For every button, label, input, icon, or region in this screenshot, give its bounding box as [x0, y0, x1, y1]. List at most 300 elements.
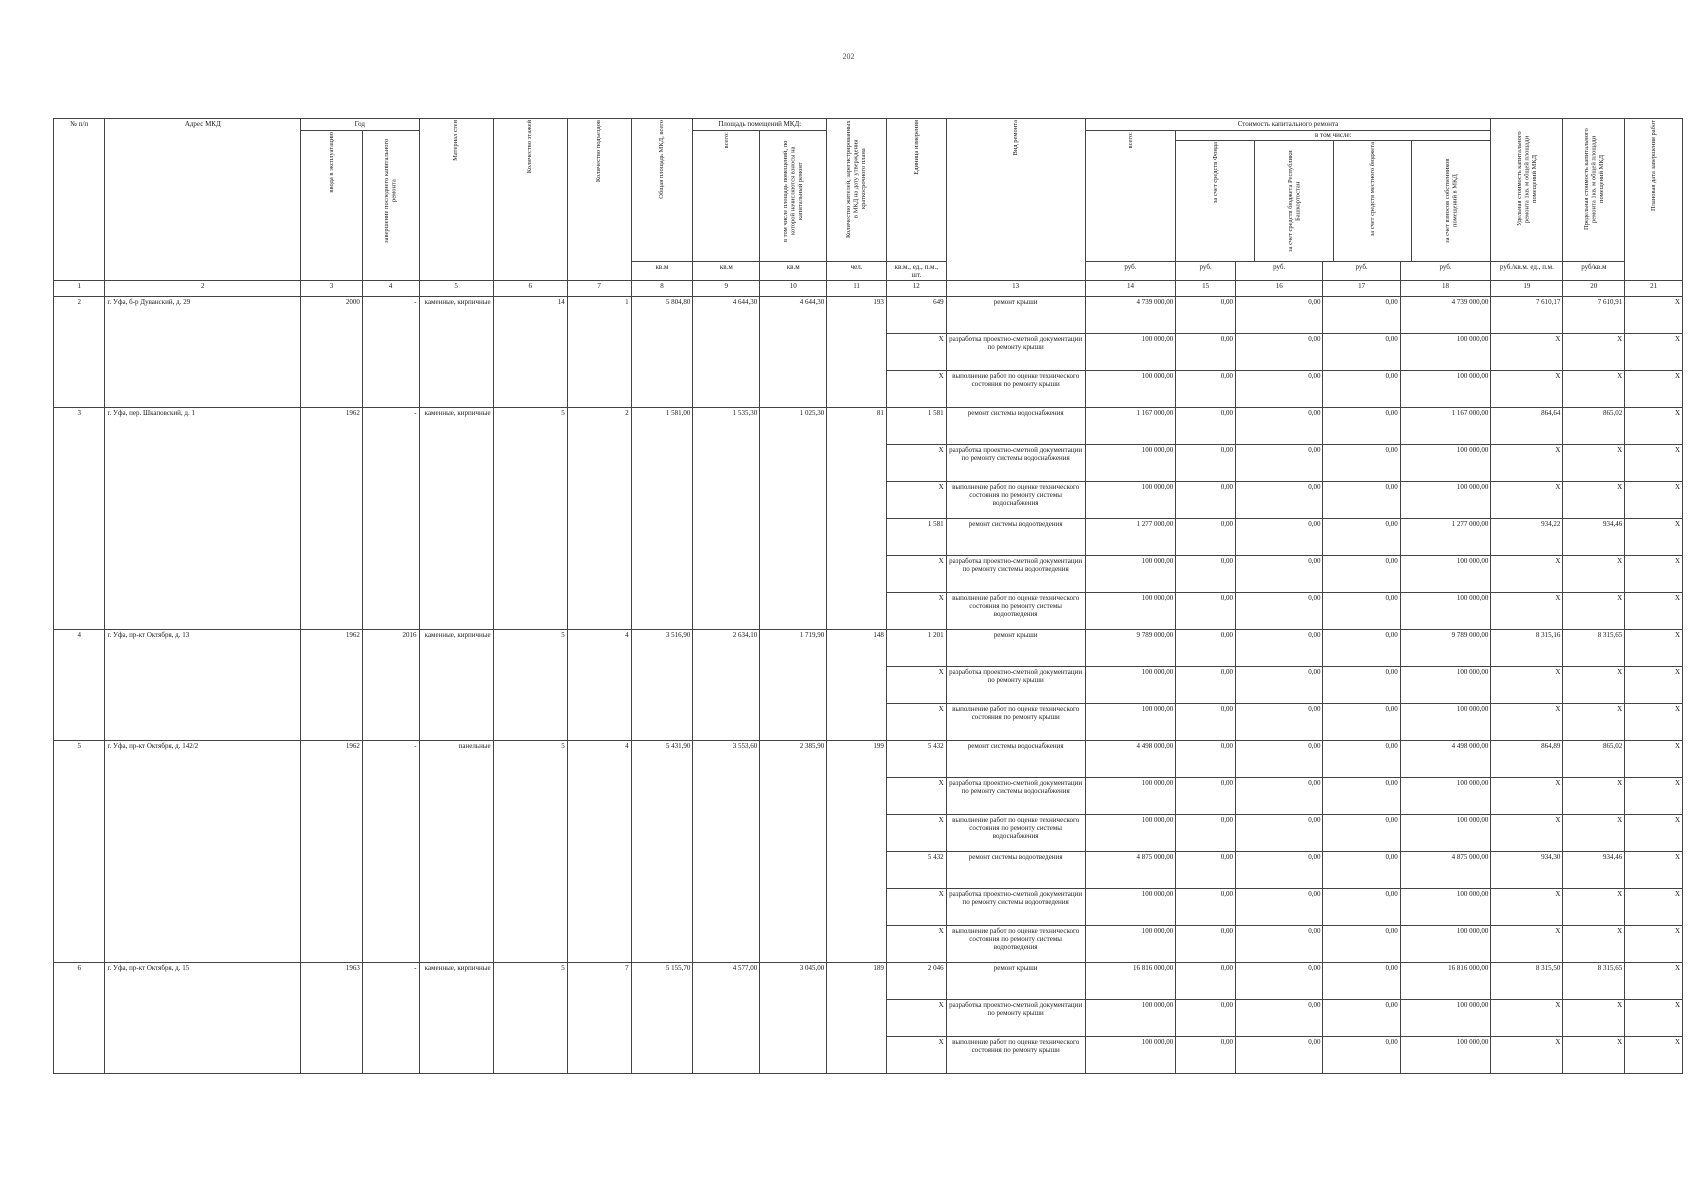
- premises-total: 4 644,30: [693, 297, 760, 408]
- floors-count: 5: [493, 408, 567, 630]
- col-number: 20: [1563, 281, 1625, 297]
- cost-owners: 100 000,00: [1400, 334, 1491, 371]
- header-planned-date: Плановая дата завершения работ: [1649, 120, 1657, 212]
- col-number: 1: [54, 281, 105, 297]
- specific-cost: X: [1491, 556, 1563, 593]
- cost-total: 1 277 000,00: [1085, 519, 1176, 556]
- wall-material: каменные, кирпичные: [419, 963, 493, 1074]
- cost-total: 100 000,00: [1085, 593, 1176, 630]
- max-cost: X: [1563, 1037, 1625, 1074]
- premises-total: 3 553,60: [693, 741, 760, 963]
- cost-republic: 0,00: [1235, 704, 1323, 741]
- header-year-last-repair: завершение последнего капитального ремонта: [383, 138, 398, 244]
- work-unit: 1 581: [886, 408, 946, 445]
- cost-republic: 0,00: [1235, 556, 1323, 593]
- header-entrances: Количество подъездов: [595, 120, 603, 183]
- cost-total: 100 000,00: [1085, 1037, 1176, 1074]
- header-address: Адрес МКД: [105, 119, 301, 281]
- col-number: 4: [362, 281, 419, 297]
- cost-republic: 0,00: [1235, 1000, 1323, 1037]
- repair-plan-table: [53, 118, 1683, 1074]
- col-number: 11: [827, 281, 887, 297]
- table-row: [54, 741, 1683, 778]
- cost-local: 0,00: [1323, 445, 1400, 482]
- cost-republic: 0,00: [1235, 482, 1323, 519]
- max-cost: X: [1563, 1000, 1625, 1037]
- cost-total: 4 739 000,00: [1085, 297, 1176, 334]
- cost-republic: 0,00: [1235, 630, 1323, 667]
- col-number: 21: [1625, 281, 1683, 297]
- floors-count: 14: [493, 297, 567, 408]
- entrances-count: 7: [567, 963, 631, 1074]
- house-address: г. Уфа, пер. Шкаповский, д. 1: [105, 408, 301, 630]
- cost-total: 100 000,00: [1085, 556, 1176, 593]
- cost-republic: 0,00: [1235, 889, 1323, 926]
- max-cost: X: [1563, 815, 1625, 852]
- col-number: 10: [760, 281, 827, 297]
- cost-owners: 100 000,00: [1400, 593, 1491, 630]
- cost-total: 100 000,00: [1085, 371, 1176, 408]
- wall-material: каменные, кирпичные: [419, 408, 493, 630]
- work-type: ремонт системы водоснабжения: [946, 408, 1085, 445]
- col-number: 7: [567, 281, 631, 297]
- house-number: 5: [54, 741, 105, 963]
- planned-date: X: [1625, 667, 1683, 704]
- work-unit: X: [886, 704, 946, 741]
- col-number: 17: [1323, 281, 1400, 297]
- planned-date: X: [1625, 1037, 1683, 1074]
- cost-local: 0,00: [1323, 926, 1400, 963]
- cost-local: 0,00: [1323, 815, 1400, 852]
- cost-total: 4 498 000,00: [1085, 741, 1176, 778]
- cost-owners: 100 000,00: [1400, 1000, 1491, 1037]
- header-specific-cost: Удельная стоимость капитального ремонта 1кв. м общей площади помещений МКД: [1515, 131, 1538, 227]
- max-cost: 7 610,91: [1563, 297, 1625, 334]
- cost-owners: 4 498 000,00: [1400, 741, 1491, 778]
- repair-plan-table-wrapper: [53, 118, 1683, 1074]
- work-unit: X: [886, 334, 946, 371]
- cost-owners: 100 000,00: [1400, 926, 1491, 963]
- work-type: ремонт крыши: [946, 630, 1085, 667]
- cost-total: 100 000,00: [1085, 926, 1176, 963]
- cost-fund: 0,00: [1176, 297, 1236, 334]
- unit-cell: руб.: [1400, 262, 1491, 281]
- col-number: 18: [1400, 281, 1491, 297]
- cost-fund: 0,00: [1176, 482, 1236, 519]
- cost-total: 100 000,00: [1085, 334, 1176, 371]
- premises-total: 2 634,10: [693, 630, 760, 741]
- premises-residential: 1 025,30: [760, 408, 827, 630]
- header-including: в том числе:: [1176, 131, 1490, 141]
- max-cost: X: [1563, 556, 1625, 593]
- unit-cell: кв.м: [760, 262, 827, 281]
- cost-total: 9 789 000,00: [1085, 630, 1176, 667]
- col-number: 16: [1235, 281, 1323, 297]
- unit-cell: чел.: [827, 262, 887, 281]
- specific-cost: X: [1491, 334, 1563, 371]
- cost-owners: 100 000,00: [1400, 667, 1491, 704]
- work-type: разработка проектно-сметной документации по ремонту системы водоснабжения: [946, 445, 1085, 482]
- cost-republic: 0,00: [1235, 445, 1323, 482]
- unit-cell: руб.: [1085, 262, 1176, 281]
- cost-fund: 0,00: [1176, 741, 1236, 778]
- col-number: 2: [105, 281, 301, 297]
- cost-owners: 100 000,00: [1400, 889, 1491, 926]
- cost-fund: 0,00: [1176, 519, 1236, 556]
- year-commission: 1963: [301, 963, 363, 1074]
- residents-count: 81: [827, 408, 887, 630]
- work-type: ремонт крыши: [946, 297, 1085, 334]
- column-numbers-row: [54, 281, 1683, 297]
- col-number: 8: [631, 281, 693, 297]
- work-type: ремонт системы водоотведения: [946, 852, 1085, 889]
- cost-local: 0,00: [1323, 556, 1400, 593]
- house-number: 4: [54, 630, 105, 741]
- table-row: [54, 963, 1683, 1000]
- cost-fund: 0,00: [1176, 445, 1236, 482]
- page-number: 202: [842, 52, 855, 61]
- max-cost: X: [1563, 334, 1625, 371]
- premises-residential: 3 045,00: [760, 963, 827, 1074]
- cost-local: 0,00: [1323, 371, 1400, 408]
- cost-fund: 0,00: [1176, 778, 1236, 815]
- max-cost: X: [1563, 926, 1625, 963]
- cost-fund: 0,00: [1176, 334, 1236, 371]
- cost-republic: 0,00: [1235, 815, 1323, 852]
- work-unit: X: [886, 1000, 946, 1037]
- cost-fund: 0,00: [1176, 1037, 1236, 1074]
- entrances-count: 1: [567, 297, 631, 408]
- cost-fund: 0,00: [1176, 556, 1236, 593]
- cost-republic: 0,00: [1235, 334, 1323, 371]
- wall-material: каменные, кирпичные: [419, 297, 493, 408]
- specific-cost: X: [1491, 482, 1563, 519]
- house-number: 3: [54, 408, 105, 630]
- cost-owners: 100 000,00: [1400, 371, 1491, 408]
- col-number: 13: [946, 281, 1085, 297]
- work-unit: 1 201: [886, 630, 946, 667]
- col-number: 14: [1085, 281, 1176, 297]
- work-type: разработка проектно-сметной документации по ремонту системы водоотведения: [946, 889, 1085, 926]
- cost-republic: 0,00: [1235, 297, 1323, 334]
- cost-republic: 0,00: [1235, 519, 1323, 556]
- cost-republic: 0,00: [1235, 926, 1323, 963]
- work-unit: X: [886, 371, 946, 408]
- cost-owners: 100 000,00: [1400, 445, 1491, 482]
- year-last-repair: -: [362, 741, 419, 963]
- premises-total: 1 535,30: [693, 408, 760, 630]
- specific-cost: 934,30: [1491, 852, 1563, 889]
- total-area: 3 516,90: [631, 630, 693, 741]
- header-wall-material: Материал стен: [452, 120, 460, 161]
- house-address: г. Уфа, пр-кт Октября, д. 15: [105, 963, 301, 1074]
- cost-fund: 0,00: [1176, 1000, 1236, 1037]
- planned-date: X: [1625, 778, 1683, 815]
- cost-total: 1 167 000,00: [1085, 408, 1176, 445]
- year-last-repair: -: [362, 963, 419, 1074]
- cost-local: 0,00: [1323, 963, 1400, 1000]
- work-unit: 2 046: [886, 963, 946, 1000]
- residents-count: 148: [827, 630, 887, 741]
- cost-local: 0,00: [1323, 889, 1400, 926]
- header-residents: Количество жителей, зарегистрированных в МКД на дату утверждения краткосрочного плана: [845, 120, 868, 238]
- year-commission: 1962: [301, 630, 363, 741]
- total-area: 5 804,80: [631, 297, 693, 408]
- cost-owners: 100 000,00: [1400, 556, 1491, 593]
- specific-cost: X: [1491, 815, 1563, 852]
- col-number: 5: [419, 281, 493, 297]
- specific-cost: X: [1491, 1000, 1563, 1037]
- unit-cell: руб.: [1323, 262, 1400, 281]
- specific-cost: 7 610,17: [1491, 297, 1563, 334]
- entrances-count: 4: [567, 630, 631, 741]
- max-cost: X: [1563, 667, 1625, 704]
- specific-cost: X: [1491, 889, 1563, 926]
- header-cost-group: Стоимость капитального ремонта: [1085, 119, 1491, 131]
- header-cost-republic: за счет средств бюджета Республики Башкортостан: [1286, 150, 1302, 252]
- planned-date: X: [1625, 556, 1683, 593]
- floors-count: 5: [493, 741, 567, 963]
- cost-republic: 0,00: [1235, 741, 1323, 778]
- cost-total: 16 816 000,00: [1085, 963, 1176, 1000]
- specific-cost: X: [1491, 1037, 1563, 1074]
- year-last-repair: -: [362, 408, 419, 630]
- total-area: 1 581,00: [631, 408, 693, 630]
- work-type: выполнение работ по оценке технического состояния по ремонту крыши: [946, 1037, 1085, 1074]
- cost-local: 0,00: [1323, 1037, 1400, 1074]
- header-premises-total: всего:: [722, 132, 730, 149]
- cost-local: 0,00: [1323, 297, 1400, 334]
- cost-owners: 4 875 000,00: [1400, 852, 1491, 889]
- specific-cost: 8 315,16: [1491, 630, 1563, 667]
- planned-date: X: [1625, 963, 1683, 1000]
- header-cost-total: всего:: [1126, 132, 1134, 149]
- cost-owners: 16 816 000,00: [1400, 963, 1491, 1000]
- table-row: [54, 297, 1683, 334]
- col-number: 6: [493, 281, 567, 297]
- cost-republic: 0,00: [1235, 408, 1323, 445]
- residents-count: 189: [827, 963, 887, 1074]
- unit-cell: руб./кв.м. ед., п.м.: [1491, 262, 1563, 281]
- cost-local: 0,00: [1323, 1000, 1400, 1037]
- work-unit: 5 432: [886, 741, 946, 778]
- planned-date: X: [1625, 482, 1683, 519]
- header-sources-subtable: [1176, 141, 1490, 261]
- max-cost: X: [1563, 445, 1625, 482]
- cost-owners: 100 000,00: [1400, 1037, 1491, 1074]
- residents-count: 193: [827, 297, 887, 408]
- header-cost-fund: за счет средств Фонда: [1211, 142, 1219, 204]
- unit-cell: кв.м., ед., п.м., шт.: [886, 262, 946, 281]
- max-cost: X: [1563, 593, 1625, 630]
- max-cost: X: [1563, 482, 1625, 519]
- specific-cost: 864,89: [1491, 741, 1563, 778]
- work-unit: X: [886, 778, 946, 815]
- cost-local: 0,00: [1323, 741, 1400, 778]
- cost-fund: 0,00: [1176, 371, 1236, 408]
- house-number: 6: [54, 963, 105, 1074]
- cost-republic: 0,00: [1235, 667, 1323, 704]
- cost-total: 100 000,00: [1085, 1000, 1176, 1037]
- cost-fund: 0,00: [1176, 704, 1236, 741]
- cost-total: 100 000,00: [1085, 815, 1176, 852]
- max-cost: 8 315,65: [1563, 630, 1625, 667]
- cost-local: 0,00: [1323, 704, 1400, 741]
- header-work-type: Вид ремонта: [1011, 120, 1019, 156]
- max-cost: 8 315,65: [1563, 963, 1625, 1000]
- cost-fund: 0,00: [1176, 926, 1236, 963]
- cost-fund: 0,00: [1176, 889, 1236, 926]
- cost-total: 100 000,00: [1085, 889, 1176, 926]
- header-max-cost: Предельная стоимость капитального ремонта 1кв. м общей площади помещений МКД: [1582, 128, 1605, 230]
- specific-cost: X: [1491, 445, 1563, 482]
- planned-date: X: [1625, 852, 1683, 889]
- year-last-repair: -: [362, 297, 419, 408]
- header-floors: Количество этажей: [526, 120, 534, 174]
- work-type: разработка проектно-сметной документации по ремонту крыши: [946, 334, 1085, 371]
- cost-fund: 0,00: [1176, 963, 1236, 1000]
- col-number: 9: [693, 281, 760, 297]
- cost-local: 0,00: [1323, 852, 1400, 889]
- planned-date: X: [1625, 408, 1683, 445]
- cost-local: 0,00: [1323, 482, 1400, 519]
- cost-local: 0,00: [1323, 593, 1400, 630]
- cost-republic: 0,00: [1235, 963, 1323, 1000]
- cost-total: 100 000,00: [1085, 778, 1176, 815]
- table-row: [54, 630, 1683, 667]
- planned-date: X: [1625, 297, 1683, 334]
- planned-date: X: [1625, 519, 1683, 556]
- specific-cost: X: [1491, 704, 1563, 741]
- planned-date: X: [1625, 1000, 1683, 1037]
- residents-count: 199: [827, 741, 887, 963]
- work-unit: X: [886, 889, 946, 926]
- floors-count: 5: [493, 963, 567, 1074]
- year-commission: 1962: [301, 408, 363, 630]
- planned-date: X: [1625, 445, 1683, 482]
- premises-residential: 4 644,30: [760, 297, 827, 408]
- planned-date: X: [1625, 815, 1683, 852]
- work-unit: X: [886, 667, 946, 704]
- work-unit: 649: [886, 297, 946, 334]
- work-type: разработка проектно-сметной документации по ремонту крыши: [946, 1000, 1085, 1037]
- entrances-count: 4: [567, 741, 631, 963]
- work-unit: X: [886, 556, 946, 593]
- cost-owners: 1 277 000,00: [1400, 519, 1491, 556]
- max-cost: 865,02: [1563, 741, 1625, 778]
- header-no: № п/п: [54, 119, 105, 281]
- year-last-repair: 2016: [362, 630, 419, 741]
- cost-fund: 0,00: [1176, 593, 1236, 630]
- unit-cell: руб.: [1176, 262, 1236, 281]
- cost-republic: 0,00: [1235, 852, 1323, 889]
- col-number: 15: [1176, 281, 1236, 297]
- cost-local: 0,00: [1323, 334, 1400, 371]
- cost-owners: 100 000,00: [1400, 815, 1491, 852]
- cost-local: 0,00: [1323, 667, 1400, 704]
- max-cost: X: [1563, 371, 1625, 408]
- specific-cost: 934,22: [1491, 519, 1563, 556]
- cost-total: 4 875 000,00: [1085, 852, 1176, 889]
- cost-fund: 0,00: [1176, 852, 1236, 889]
- planned-date: X: [1625, 371, 1683, 408]
- col-number: 3: [301, 281, 363, 297]
- planned-date: X: [1625, 926, 1683, 963]
- planned-date: X: [1625, 889, 1683, 926]
- specific-cost: X: [1491, 926, 1563, 963]
- table-body: [54, 297, 1683, 1074]
- year-commission: 1962: [301, 741, 363, 963]
- cost-fund: 0,00: [1176, 815, 1236, 852]
- work-type: ремонт крыши: [946, 963, 1085, 1000]
- cost-owners: 1 167 000,00: [1400, 408, 1491, 445]
- cost-total: 100 000,00: [1085, 667, 1176, 704]
- unit-cell: кв.м: [693, 262, 760, 281]
- specific-cost: X: [1491, 593, 1563, 630]
- table-row: [54, 408, 1683, 445]
- work-type: выполнение работ по оценке технического состояния по ремонту системы водоотведения: [946, 593, 1085, 630]
- col-number: 19: [1491, 281, 1563, 297]
- header-year-group: Год: [301, 119, 419, 131]
- work-type: ремонт системы водоснабжения: [946, 741, 1085, 778]
- specific-cost: 864,64: [1491, 408, 1563, 445]
- max-cost: X: [1563, 889, 1625, 926]
- specific-cost: X: [1491, 667, 1563, 704]
- cost-owners: 4 739 000,00: [1400, 297, 1491, 334]
- floors-count: 5: [493, 630, 567, 741]
- cost-owners: 100 000,00: [1400, 704, 1491, 741]
- wall-material: панельные: [419, 741, 493, 963]
- header-unit: Единица измерения: [912, 120, 920, 175]
- unit-cell: руб/кв.м: [1563, 262, 1625, 281]
- work-unit: X: [886, 445, 946, 482]
- cost-local: 0,00: [1323, 408, 1400, 445]
- total-area: 5 431,90: [631, 741, 693, 963]
- cost-owners: 9 789 000,00: [1400, 630, 1491, 667]
- header-total-area: Общая площадь МКД, всего: [658, 120, 666, 199]
- cost-fund: 0,00: [1176, 408, 1236, 445]
- max-cost: 934,46: [1563, 519, 1625, 556]
- cost-total: 100 000,00: [1085, 704, 1176, 741]
- work-type: выполнение работ по оценке технического состояния по ремонту системы водоснабжения: [946, 482, 1085, 519]
- max-cost: 934,46: [1563, 852, 1625, 889]
- house-number: 2: [54, 297, 105, 408]
- unit-cell: кв.м: [631, 262, 693, 281]
- header-year-commission: ввода в эксплуатацию: [327, 132, 335, 193]
- work-type: разработка проектно-сметной документации по ремонту системы водоснабжения: [946, 778, 1085, 815]
- cost-total: 100 000,00: [1085, 445, 1176, 482]
- entrances-count: 2: [567, 408, 631, 630]
- specific-cost: X: [1491, 778, 1563, 815]
- max-cost: X: [1563, 704, 1625, 741]
- house-address: г. Уфа, пр-кт Октября, д. 13: [105, 630, 301, 741]
- planned-date: X: [1625, 593, 1683, 630]
- max-cost: X: [1563, 778, 1625, 815]
- year-commission: 2000: [301, 297, 363, 408]
- header-cost-local: за счет средств местного бюджета: [1368, 142, 1376, 237]
- work-type: выполнение работ по оценке технического состояния по ремонту крыши: [946, 371, 1085, 408]
- specific-cost: 8 315,50: [1491, 963, 1563, 1000]
- work-type: выполнение работ по оценке технического состояния по ремонту системы водоотведения: [946, 926, 1085, 963]
- planned-date: X: [1625, 630, 1683, 667]
- cost-owners: 100 000,00: [1400, 778, 1491, 815]
- wall-material: каменные, кирпичные: [419, 630, 493, 741]
- planned-date: X: [1625, 334, 1683, 371]
- work-unit: X: [886, 815, 946, 852]
- header-premises-group: Площадь помещений МКД:: [693, 119, 827, 131]
- work-type: разработка проектно-сметной документации по ремонту системы водоотведения: [946, 556, 1085, 593]
- cost-local: 0,00: [1323, 519, 1400, 556]
